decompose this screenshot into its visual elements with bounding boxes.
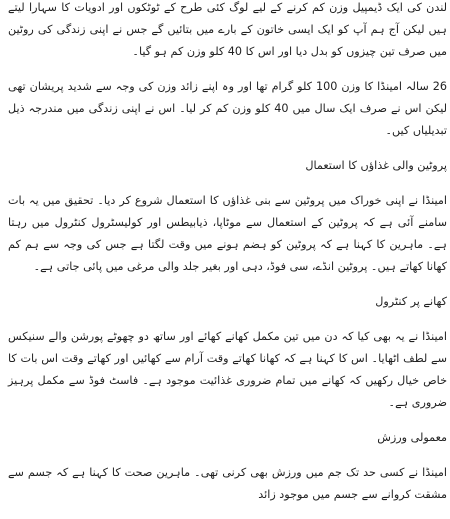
section-body-food-control: امینڈا نے یہ بھی کیا کہ دن میں تین مکمل کھانے کھائے اور ساتھ دو چھوٹے پورشن والے سنیکس سے لطف اٹھایا۔ اس کا کہنا ہے کہ کھانا کھاتے وقت آرام سے کھائیں اور کھاتے وقت اس بات کا خاص خیال رکھیں کہ کھانے میں تمام ضروری غذائیت موجود ہے۔ فاسٹ فوڈ سے مکمل پرہیز ضروری ہے۔ bbox=[8, 330, 447, 409]
weight-story-paragraph: 26 سالہ امینڈا کا وزن 100 کلو گرام تھا اور وہ اپنے زائد وزن کی وجہ سے شدید پریشان تھی لیکن اس نے صرف ایک سال میں 40 کلو وزن کم کر لیا۔ اس نے اپنی زندگی میں مندرجہ ذیل تبدیلیاں کیں۔ bbox=[8, 80, 447, 137]
intro-paragraph: لندن کی ایک ڈیمپیل وزن کم کرنے کے لیے لوگ کئی طرح کے ٹوٹکوں اور ادویات کا سہارا لیتے ہیں لیکن آج ہم آپ کو ایک ایسی خاتون کے بارے میں بتائیں گے جس نے اپنی زندگی کی روٹین میں صرف تین چیزوں کو بدل دیا اور اس کا 40 کلو وزن کم ہو گیا۔ bbox=[8, 1, 447, 58]
section-heading-exercise: معمولی ورزش bbox=[377, 431, 447, 444]
section-body-exercise: امینڈا نے کسی حد تک جم میں ورزش بھی کرنی تھی۔ ماہرین صحت کا کہنا ہے کہ جسم سے مشقت کروانے سے جسم میں موجود زائد bbox=[8, 466, 447, 501]
section-body-protein: امینڈا نے اپنی خوراک میں پروٹین سے بنی غذاؤں کا استعمال شروع کر دیا۔ تحقیق میں یہ بات سامنے آئی ہے کہ پروٹین کے استعمال سے موٹاپا، ذیابیطس اور کولیسٹرول کنٹرول میں رہتا ہے۔ ماہرین کا کہنا ہے کہ پروٹین کو ہضم ہونے میں وقت لگتا ہے جس کی وجہ سے ہم کم کھانا کھاتے ہیں۔ پروٹین انڈے، سی فوڈ، دہی اور بغیر جلد والی مرغی میں پائی جاتی ہے۔ bbox=[8, 194, 447, 273]
section-heading-protein: پروٹین والی غذاؤں کا استعمال bbox=[305, 159, 447, 172]
section-heading-food-control: کھانے پر کنٹرول bbox=[375, 295, 447, 308]
